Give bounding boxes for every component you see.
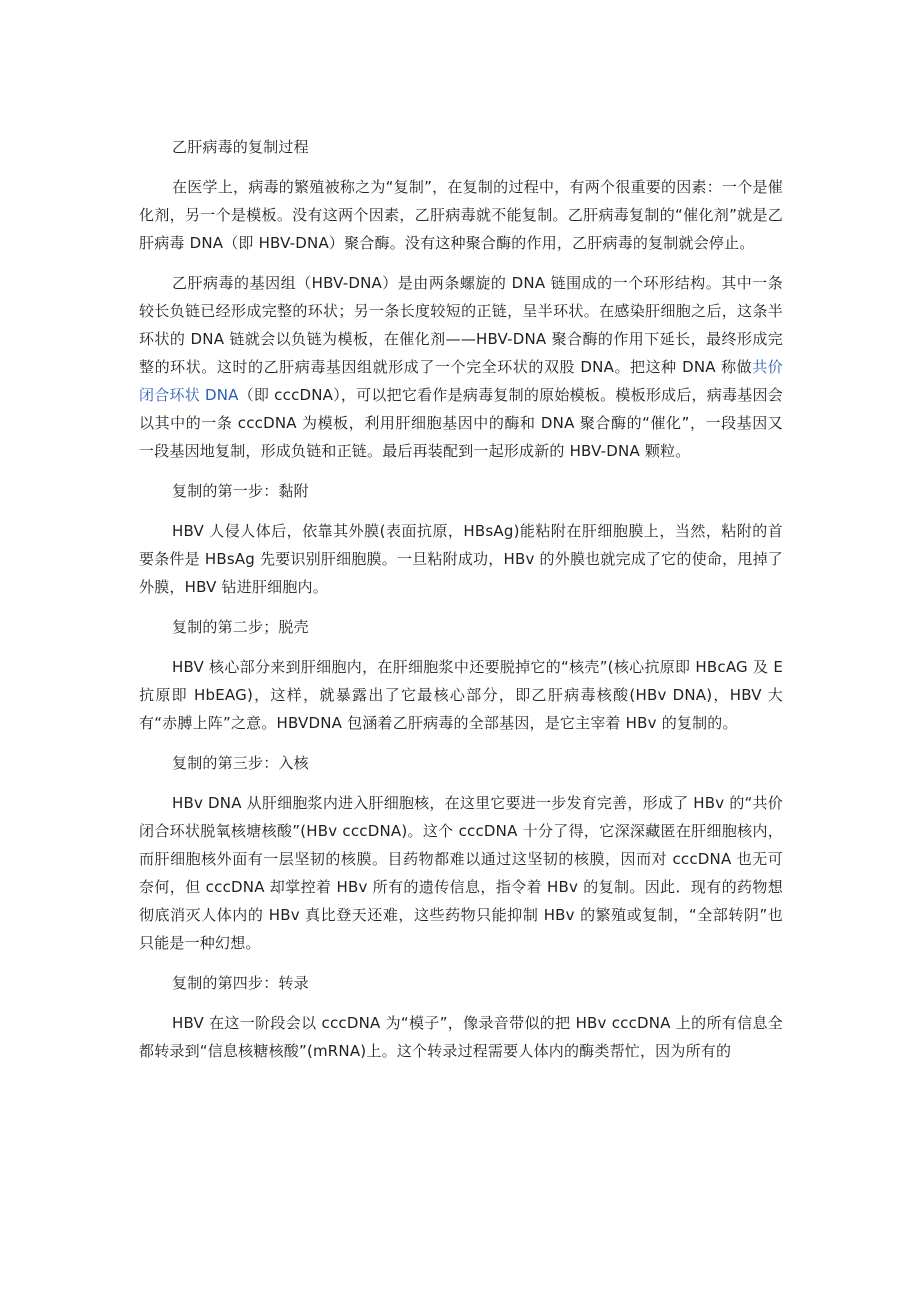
- paragraph-genome: [139, 269, 783, 465]
- document-title: 乙肝病毒的复制过程: [172, 138, 309, 156]
- step3-heading: 复制的第三步：入核: [172, 754, 309, 772]
- step1-heading: 复制的第一步：黏附: [172, 482, 309, 500]
- document-body: [139, 133, 783, 1077]
- step4-paragraph: HBV 在这一阶段会以 cccDNA 为“模子”，像录音带似的把 HBv cccDNA 上的所有信息全都转录到“信息核糖核酸”(mRNA)上。这个转录过程需要人体内的酶类帮忙，因为所有的: [139, 1014, 783, 1060]
- step3-paragraph: HBv DNA 从肝细胞浆内进入肝细胞核，在这里它要进一步发育完善，形成了 HBv 的“共价闭合环状脱氧核塘核酸”(HBv cccDNA)。这个 cccDNA 十分了得，它深深藏匿在肝细胞核内，而肝细胞核外面有一层坚韧的核膜。目药物都难以通过这坚韧的核膜，因而对 cccDNA 也无可奈何，但 cccDNA 却掌控着 HBv 所有的遗传信息，指令着 HBv 的复制。因此．现有的药物想彻底消灭人体内的 HBv 真比登天还难，这些药物只能抑制 HBv 的繁殖或复制，“全部转阴”也只能是一种幻想。: [139, 794, 783, 952]
- step2-heading: 复制的第二步；脱壳: [172, 618, 309, 636]
- step2-paragraph: HBV 核心部分来到肝细胞内，在肝细胞浆中还要脱掉它的“核壳”(核心抗原即 HBcAG 及 E 抗原即 HbEAG)，这样，就暴露出了它最核心部分，即乙肝病毒核酸(HBv DNA)，HBV 大有“赤膊上阵”之意。HBVDNA 包涵着乙肝病毒的全部基因，是它主宰着 HBv 的复制的。: [139, 658, 783, 732]
- step4-heading: 复制的第四步：转录: [172, 974, 309, 992]
- paragraph-genome-text-1: 乙肝病毒的基因组（HBV-DNA）是由两条螺旋的 DNA 链围成的一个环形结构。其中一条较长负链已经形成完整的环状；另一条长度较短的正链，呈半环状。在感染肝细胞之后，这条半环状的 DNA 链就会以负链为模板，在催化剂——HBV-DNA 聚合酶的作用下延长，最终形成完整的环状。这时的乙肝病毒基因组就形成了一个完全环状的双股 DNA。把这种 DNA 称做: [139, 274, 783, 376]
- cccdna-link[interactable]: 共价闭合环状 DNA: [139, 358, 783, 404]
- paragraph-intro: 在医学上，病毒的繁殖被称之为“复制”，在复制的过程中，有两个很重要的因素：一个是催化剂，另一个是模板。没有这两个因素，乙肝病毒就不能复制。乙肝病毒复制的“催化剂”就是乙肝病毒 DNA（即 HBV-DNA）聚合酶。没有这种聚合酶的作用，乙肝病毒的复制就会停止。: [139, 178, 783, 252]
- step1-paragraph: HBV 人侵人体后，依靠其外膜(表面抗原，HBsAg)能粘附在肝细胞膜上，当然，粘附的首要条件是 HBsAg 先要识别肝细胞膜。一旦粘附成功，HBv 的外膜也就完成了它的使命，甩掉了外膜，HBV 钻进肝细胞内。: [139, 522, 783, 596]
- paragraph-genome-text-2: （即 cccDNA），可以把它看作是病毒复制的原始模板。模板形成后，病毒基因会以其中的一条 cccDNA 为模板，利用肝细胞基因中的酶和 DNA 聚合酶的“催化”，一段基因又一段基因地复制，形成负链和正链。最后再装配到一起形成新的 HBV-DNA 颗粒。: [139, 386, 783, 460]
